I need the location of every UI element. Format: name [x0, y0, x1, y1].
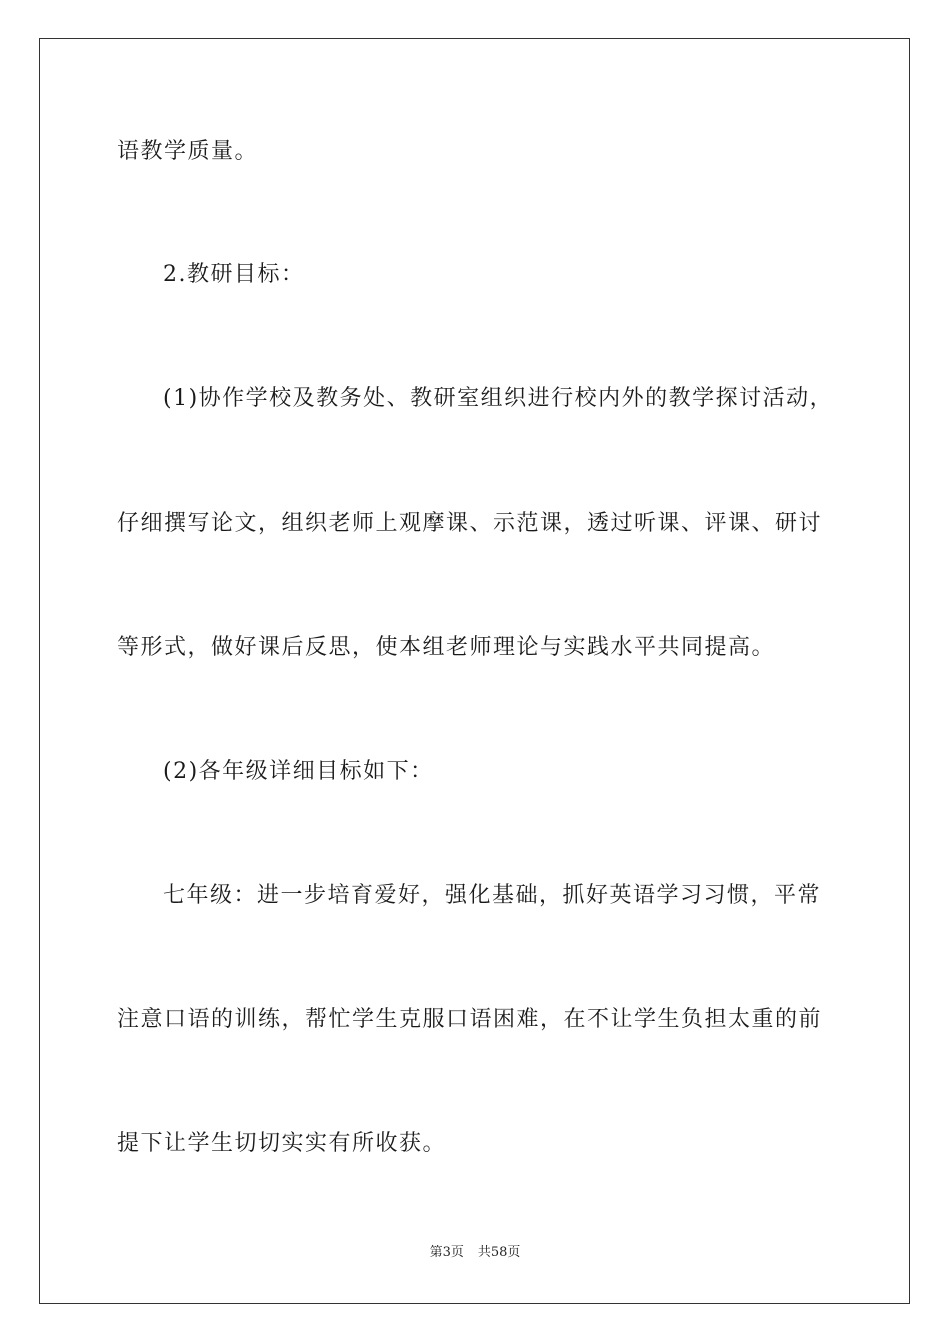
text-line: 语教学质量。: [117, 139, 259, 164]
text-line: 仔细撰写论文，组织老师上观摩课、示范课，透过听课、评课、研讨: [117, 511, 823, 536]
text-line: 提下让学生切切实实有所收获。: [117, 1131, 447, 1156]
page-footer: [0, 1244, 950, 1262]
page-total: 共58页: [477, 1245, 521, 1260]
text-line-heading: 2.教研目标：: [163, 262, 305, 287]
text-line: (2)各年级详细目标如下：: [163, 759, 434, 784]
text-line: 等形式，做好课后反思，使本组老师理论与实践水平共同提高。: [117, 635, 776, 660]
text-line: (1)协作学校及教务处、教研室组织进行校内外的教学探讨活动，: [163, 386, 834, 411]
text-line: 七年级：进一步培育爱好，强化基础，抓好英语学习习惯，平常: [163, 883, 822, 908]
page-number: 第3页: [429, 1245, 464, 1260]
text-line: 注意口语的训练，帮忙学生克服口语困难，在不让学生负担太重的前: [117, 1007, 823, 1032]
page-border: [39, 38, 910, 1304]
